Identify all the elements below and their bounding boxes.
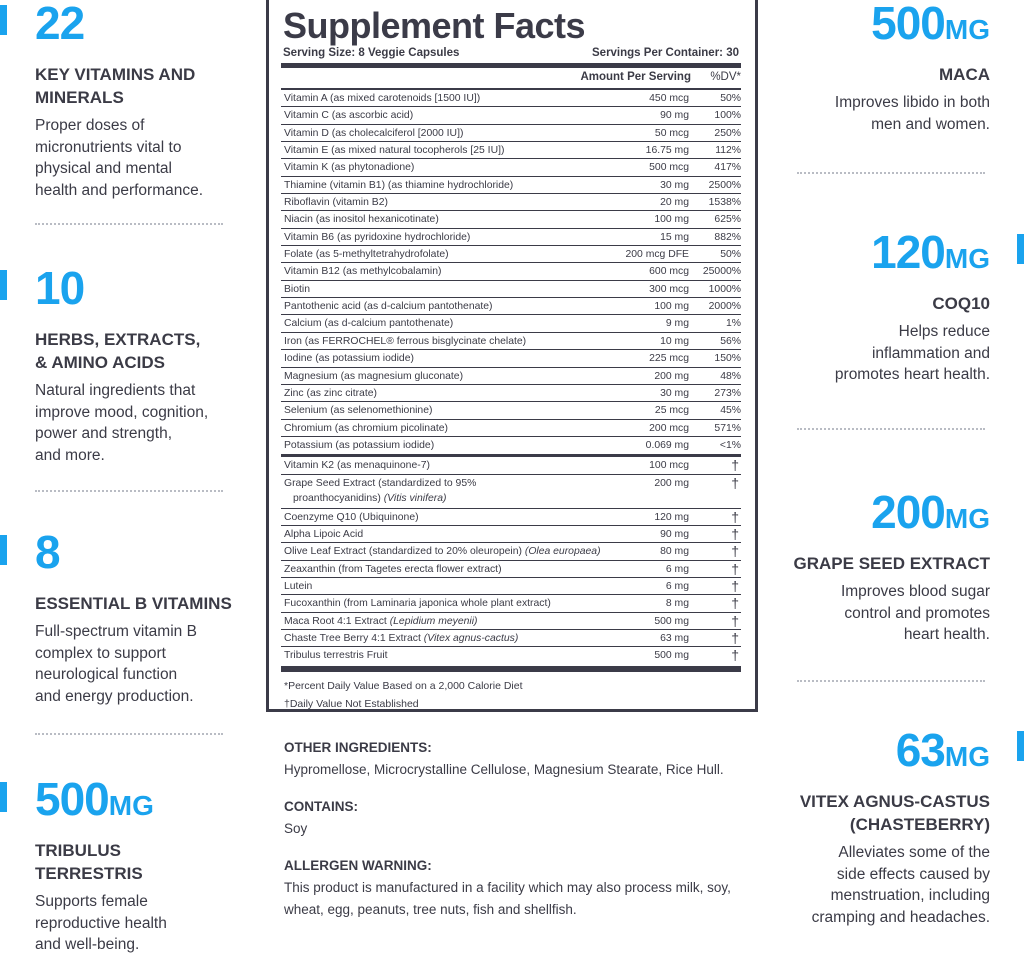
servings-per-container: Servings Per Container: 30 (592, 47, 739, 59)
amount: 16.75 mg (645, 145, 689, 157)
highlight-number (760, 724, 990, 780)
highlight-number (35, 262, 245, 318)
nutrient-label: Fucoxanthin (from Laminaria japonica whole plant extract) (284, 598, 551, 610)
amount-header: Amount Per Serving (580, 71, 691, 83)
accent-bar (0, 782, 7, 812)
nutrient-name (284, 529, 363, 540)
nutrient-label: Alpha Lipoic Acid (284, 528, 364, 540)
description-line: side effects caused by (836, 865, 990, 883)
highlight-number (760, 486, 990, 542)
heading-line: ESSENTIAL B VITAMINS (35, 594, 232, 613)
table-row (281, 561, 741, 578)
nutrient-name (284, 249, 449, 260)
amount: 300 mcg (649, 283, 689, 295)
table-row (281, 457, 741, 474)
highlight-unit: MG (108, 790, 154, 821)
highlight-block (35, 773, 245, 956)
description-line: Natural ingredients that (35, 382, 196, 399)
highlight-heading (35, 328, 245, 374)
nutrient-label: Riboflavin (vitamin B2) (284, 197, 388, 209)
heading-line: MINERALS (35, 88, 124, 107)
nutrient-label: Maca Root 4:1 Extract (284, 615, 387, 627)
facts-table (281, 90, 741, 710)
daily-value: † (731, 508, 739, 525)
accent-bar (1017, 234, 1024, 264)
daily-value: 1000% (708, 283, 741, 295)
table-row (281, 385, 741, 402)
highlight-number (35, 773, 245, 829)
latin-name: (Olea europaea) (524, 546, 601, 558)
amount: 50 mcg (654, 127, 689, 139)
table-row (281, 177, 741, 194)
allergen-warning: This product is manufactured in a facility which may also process milk, soy, wheat, egg, peanuts, tree nuts, fish and shellfish. (284, 880, 731, 917)
nutrient-name (284, 440, 434, 451)
nutrient-name (284, 512, 419, 523)
table-row (281, 630, 741, 647)
daily-value: 112% (715, 145, 741, 157)
highlight-heading (760, 292, 990, 315)
nutrient-name (284, 598, 551, 609)
nutrient-name (284, 110, 413, 121)
daily-value: 1% (725, 318, 741, 330)
highlight-heading (35, 839, 245, 885)
amount: 200 mcg (649, 422, 689, 434)
highlight-block (760, 486, 990, 646)
highlight-number (760, 226, 990, 282)
nutrient-name (284, 371, 463, 382)
table-row (281, 211, 741, 228)
amount: 63 mg (660, 632, 689, 644)
amount: 200 mcg DFE (625, 249, 689, 261)
nutrient-name (284, 564, 502, 575)
daily-value: † (731, 560, 739, 577)
nutrient-name (284, 353, 414, 364)
highlight-unit: MG (944, 14, 990, 45)
table-row (281, 350, 741, 367)
nutrient-name (284, 460, 430, 471)
nutrient-name (284, 423, 448, 434)
highlight-block (760, 0, 990, 135)
dotted-divider (797, 428, 985, 430)
daily-value: † (731, 474, 739, 491)
other-ingredients: Hypromellose, Microcrystalline Cellulose, Magnesium Stearate, Rice Hull. (284, 762, 724, 777)
highlight-value: 500 (35, 773, 109, 825)
highlight-unit: MG (944, 503, 990, 534)
nutrient-name (284, 318, 453, 329)
nutrient-label: Tribulus terrestris Fruit (284, 650, 388, 662)
daily-value: 417% (714, 162, 741, 174)
nutrient-label: Pantothenic acid (as d-calcium pantothenate) (284, 301, 493, 313)
nutrient-label: Iron (as FERROCHEL® ferrous bisglycinate chelate) (284, 335, 527, 347)
daily-value: 100% (714, 110, 741, 122)
nutrient-label: Potassium (as potassium iodide) (284, 439, 435, 451)
daily-value: 2000% (708, 301, 741, 313)
nutrient-name (284, 616, 477, 627)
dv-header: %DV* (710, 71, 741, 83)
daily-value: 571% (714, 422, 741, 434)
description-line: micronutrients vital to (35, 138, 182, 156)
accent-bar (1017, 731, 1024, 761)
daily-value: † (731, 629, 739, 646)
description-line: Full-spectrum vitamin B (35, 623, 197, 640)
table-row (281, 475, 741, 509)
highlight-description (35, 380, 245, 466)
daily-value: <1% (719, 439, 741, 451)
description-line: reproductive health (35, 914, 167, 932)
daily-value: 56% (720, 335, 741, 347)
highlight-description (35, 621, 245, 707)
nutrient-name (284, 145, 504, 156)
nutrient-label: Vitamin B6 (as pyridoxine hydrochloride) (284, 231, 471, 243)
highlight-value: 22 (35, 0, 85, 49)
divider (281, 666, 741, 672)
nutrient-label: Selenium (as selenomethionine) (284, 405, 433, 417)
amount: 0.069 mg (645, 439, 689, 451)
amount: 20 mg (660, 197, 689, 209)
highlight-value: 200 (871, 486, 945, 538)
highlight-description (35, 891, 245, 956)
other-ingredients-heading: OTHER INGREDIENTS: (284, 740, 432, 755)
supplement-facts-panel (266, 0, 758, 712)
dotted-divider (35, 223, 223, 225)
table-row (281, 229, 741, 246)
nutrient-label: Grape Seed Extract (standardized to 95% (284, 477, 477, 489)
latin-name: (Vitis vinifera) (383, 492, 447, 504)
nutrient-label: Biotin (284, 283, 310, 295)
highlight-block (35, 0, 245, 201)
dotted-divider (35, 733, 223, 735)
footnote-dagger: †Daily Value Not Established (284, 697, 419, 710)
highlight-value: 120 (871, 226, 945, 278)
description-line: health and performance. (35, 181, 204, 199)
nutrient-label: Vitamin K2 (as menaquinone-7) (284, 460, 430, 472)
amount: 100 mg (654, 301, 689, 313)
nutrient-name (284, 478, 476, 489)
highlight-block (760, 724, 990, 928)
nutrient-name (284, 301, 493, 312)
nutrient-label: Vitamin B12 (as methylcobalamin) (284, 266, 442, 278)
nutrient-name (284, 633, 518, 644)
nutrient-label: Vitamin C (as ascorbic acid) (284, 110, 414, 122)
table-row (281, 368, 741, 385)
heading-line: GRAPE SEED EXTRACT (793, 554, 990, 573)
amount: 30 mg (660, 179, 689, 191)
amount: 9 mg (665, 318, 689, 330)
nutrient-label: Chaste Tree Berry 4:1 Extract (284, 632, 421, 644)
amount: 100 mcg (649, 460, 689, 472)
highlight-heading (760, 790, 990, 836)
table-row (281, 333, 741, 350)
amount: 200 mg (654, 477, 689, 489)
highlight-value: 500 (871, 0, 945, 49)
amount: 600 mcg (649, 266, 689, 278)
table-row (281, 578, 741, 595)
table-row (281, 420, 741, 437)
nutrient-label: Vitamin K (as phytonadione) (284, 162, 415, 174)
daily-value: † (731, 577, 739, 594)
highlight-number (35, 526, 245, 582)
daily-value: † (731, 457, 739, 474)
description-line: and well-being. (35, 936, 140, 953)
highlight-block (760, 226, 990, 386)
daily-value: † (731, 543, 739, 560)
nutrient-label: Iodine (as potassium iodide) (284, 353, 414, 365)
table-row (281, 281, 741, 298)
daily-value: 45% (720, 405, 741, 417)
nutrient-name (284, 128, 463, 139)
nutrient-name (284, 180, 513, 191)
daily-value: 882% (714, 231, 741, 243)
daily-value: 273% (714, 387, 741, 399)
table-row (281, 107, 741, 124)
table-row (281, 595, 741, 612)
heading-line: (CHASTEBERRY) (849, 815, 990, 834)
amount: 500 mcg (649, 162, 689, 174)
description-line: Helps reduce (898, 323, 990, 340)
nutrient-label: proanthocyanidins) (293, 492, 381, 504)
amount: 6 mg (665, 563, 689, 575)
description-line: promotes heart health. (834, 366, 990, 383)
nutrient-name-cont (293, 493, 446, 504)
description-line: and more. (35, 446, 105, 464)
dotted-divider (797, 172, 985, 174)
nutrient-label: Thiamine (vitamin B1) (as thiamine hydrochloride) (284, 179, 514, 191)
highlight-heading (760, 552, 990, 575)
description-line: physical and mental (35, 160, 172, 177)
amount: 225 mcg (649, 353, 689, 365)
contains: Soy (284, 821, 308, 836)
table-row (281, 402, 741, 419)
highlight-number (35, 0, 245, 53)
table-row (281, 246, 741, 263)
highlight-description (760, 92, 990, 135)
dotted-divider (35, 490, 223, 492)
dotted-divider (797, 680, 985, 682)
description-line: Proper doses of (35, 117, 145, 134)
contains-heading: CONTAINS: (284, 799, 358, 814)
table-row (281, 263, 741, 280)
amount: 25 mcg (654, 405, 689, 417)
daily-value: † (731, 612, 739, 629)
highlight-block (35, 262, 245, 466)
daily-value: † (731, 595, 739, 612)
nutrient-name (284, 336, 526, 347)
amount: 8 mg (665, 598, 689, 610)
nutrient-name (284, 284, 310, 295)
highlight-unit: MG (944, 741, 990, 772)
daily-value: 625% (714, 214, 741, 226)
amount: 80 mg (660, 546, 689, 558)
highlight-unit: MG (944, 243, 990, 274)
description-line: and energy production. (35, 687, 194, 705)
heading-line: VITEX AGNUS-CASTUS (799, 792, 990, 811)
nutrient-name (284, 232, 470, 243)
accent-bar (0, 5, 7, 35)
description-line: Supports female (35, 893, 148, 910)
description-line: complex to support (35, 644, 166, 662)
amount: 500 mg (654, 615, 689, 627)
facts-title: Supplement Facts (283, 5, 586, 46)
highlight-description (35, 115, 245, 201)
daily-value: 50% (720, 249, 741, 261)
highlight-value: 63 (895, 724, 945, 776)
accent-bar (0, 270, 7, 300)
heading-line: TERRESTRIS (35, 864, 143, 883)
nutrient-name (284, 650, 388, 661)
description-line: inflammation and (871, 344, 990, 362)
other-info (284, 737, 754, 936)
daily-value: † (731, 647, 739, 664)
daily-value: † (731, 525, 739, 542)
highlight-description (760, 321, 990, 386)
table-row (281, 159, 741, 176)
table-row (281, 526, 741, 543)
description-line: control and promotes (844, 604, 990, 622)
highlight-number (760, 0, 990, 53)
heading-line: & AMINO ACIDS (35, 353, 166, 372)
nutrient-name (284, 546, 601, 557)
nutrient-name (284, 405, 432, 416)
highlight-block (35, 526, 245, 707)
table-row (281, 298, 741, 315)
amount: 30 mg (660, 387, 689, 399)
table-row (281, 647, 741, 664)
nutrient-name (284, 162, 414, 173)
amount: 10 mg (660, 335, 689, 347)
accent-bar (0, 535, 7, 565)
nutrient-label: Coenzyme Q10 (Ubiquinone) (284, 511, 419, 523)
amount: 90 mg (660, 110, 689, 122)
nutrient-label: Vitamin A (as mixed carotenoids [1500 IU]) (284, 93, 481, 104)
nutrient-label: Vitamin D (as cholecalciferol [2000 IU]) (284, 127, 464, 139)
highlight-description (760, 581, 990, 646)
nutrient-name (284, 581, 312, 592)
allergen-heading: ALLERGEN WARNING: (284, 858, 432, 873)
table-row (281, 90, 741, 107)
nutrient-label: Magnesium (as magnesium gluconate) (284, 370, 464, 382)
table-row (281, 437, 741, 454)
nutrient-label: Olive Leaf Extract (standardized to 20% oleuropein) (284, 546, 522, 558)
highlight-heading (760, 63, 990, 86)
table-row (281, 142, 741, 159)
highlight-value: 10 (35, 262, 85, 314)
table-row (281, 315, 741, 332)
amount: 200 mg (654, 370, 689, 382)
nutrient-label: Zinc (as zinc citrate) (284, 387, 377, 399)
latin-name: (Lepidium meyenii) (389, 615, 478, 627)
description-line: neurological function (35, 666, 178, 683)
serving-size: Serving Size: 8 Veggie Capsules (283, 47, 460, 59)
description-line: cramping and headaches. (811, 908, 990, 926)
amount: 120 mg (654, 511, 689, 523)
daily-value: 48% (720, 370, 741, 382)
amount: 90 mg (660, 528, 689, 540)
daily-value: 25000% (702, 266, 741, 278)
nutrient-label: Folate (as 5-methyltetrahydrofolate) (284, 249, 449, 261)
amount: 100 mg (654, 214, 689, 226)
nutrient-label: Chromium (as chromium picolinate) (284, 422, 448, 434)
nutrient-name (284, 388, 377, 399)
nutrient-name (284, 93, 480, 104)
nutrient-name (284, 214, 439, 225)
daily-value: 150% (714, 353, 741, 365)
nutrient-label: Zeaxanthin (from Tagetes erecta flower extract) (284, 563, 502, 575)
table-row (281, 613, 741, 630)
highlight-heading (35, 592, 245, 615)
nutrient-label: Vitamin E (as mixed natural tocopherols [25 IU]) (284, 145, 505, 157)
amount: 15 mg (660, 231, 689, 243)
description-line: men and women. (871, 115, 990, 133)
description-line: power and strength, (35, 425, 173, 442)
highlight-heading (35, 63, 245, 109)
daily-value: 2500% (708, 179, 741, 191)
latin-name: (Vitex agnus-cactus) (423, 632, 519, 644)
amount: 500 mg (654, 650, 689, 662)
table-row (281, 509, 741, 526)
nutrient-label: Niacin (as inositol hexanicotinate) (284, 214, 439, 226)
amount: 6 mg (665, 580, 689, 592)
amount: 450 mcg (649, 93, 689, 104)
heading-line: TRIBULUS (35, 841, 121, 860)
description-line: Improves libido in both (834, 94, 990, 111)
highlight-value: 8 (35, 526, 60, 578)
table-row (281, 194, 741, 211)
nutrient-label: Calcium (as d-calcium pantothenate) (284, 318, 454, 330)
description-line: menstruation, including (830, 887, 990, 904)
heading-line: KEY VITAMINS AND (35, 65, 196, 84)
heading-line: MACA (939, 65, 990, 84)
daily-value: 250% (714, 127, 741, 139)
description-line: Alleviates some of the (838, 844, 990, 861)
divider (281, 63, 741, 68)
nutrient-label: Lutein (284, 580, 313, 592)
heading-line: COQ10 (932, 294, 990, 313)
table-row (281, 543, 741, 560)
description-line: Improves blood sugar (840, 583, 990, 600)
highlight-description (760, 842, 990, 928)
nutrient-name (284, 197, 388, 208)
description-line: improve mood, cognition, (35, 403, 209, 421)
description-line: heart health. (903, 626, 990, 643)
daily-value: 1538% (708, 197, 741, 209)
table-row (281, 125, 741, 142)
footnote-dv: *Percent Daily Value Based on a 2,000 Calorie Diet (284, 679, 523, 692)
daily-value: 50% (720, 93, 741, 104)
heading-line: HERBS, EXTRACTS, (35, 330, 201, 349)
nutrient-name (284, 266, 441, 277)
